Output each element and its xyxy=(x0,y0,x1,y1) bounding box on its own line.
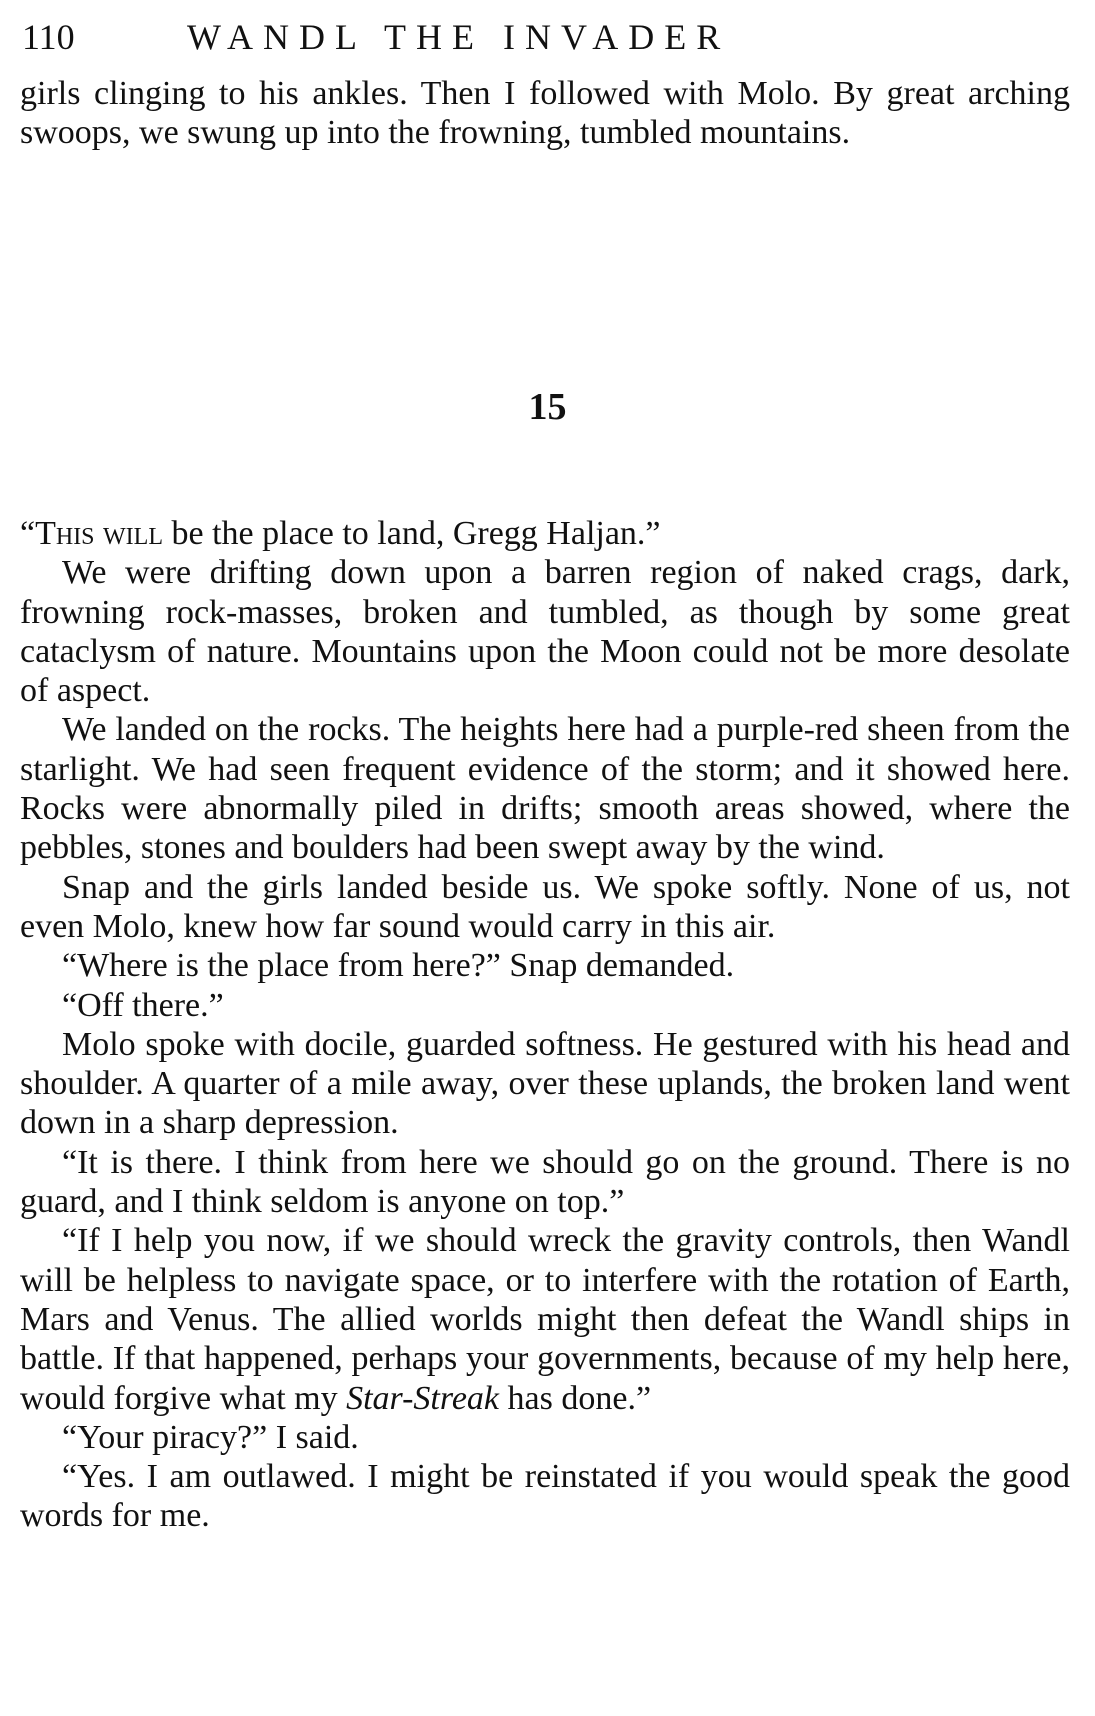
open-quote: “ xyxy=(20,515,36,552)
running-title: WANDL THE INVADER xyxy=(187,17,731,57)
paragraph: “Yes. I am outlawed. I might be reinstated if you would speak the good words for me. xyxy=(20,1458,1070,1535)
opening-paragraph: girls clinging to his ankles. Then I followed with Molo. By great arching swoops, we swung up into the frowning, tumbled mountains. xyxy=(20,75,1070,152)
chapter-first-paragraph xyxy=(20,514,1070,553)
first-paragraph-rest: be the place to land, Gregg Haljan.” xyxy=(163,515,661,552)
paragraph: We landed on the rocks. The heights here had a purple-red sheen from the starlight. We had seen frequent evidence of the storm; and it showed here. Rocks were abnormally piled in drifts; smooth areas showed, where the pebbles, stones and boulders had been swept away by the wind. xyxy=(20,711,1070,867)
paragraph: We were drifting down upon a barren region of naked crags, dark, frowning rock-masses, broken and tumbled, as though by some great cataclysm of nature. Mountains upon the Moon could not be more desolate of aspect. xyxy=(20,554,1070,710)
chapter-body xyxy=(20,514,1070,1536)
paragraph: “It is there. I think from here we should go on the ground. There is no guard, and I think seldom is anyone on top.” xyxy=(20,1143,1070,1221)
smallcaps-lead: This will xyxy=(35,515,163,552)
paragraph-star-streak xyxy=(20,1221,1070,1417)
text-segment: “If I help you now, if we should wreck the gravity controls, then Wandl will be helpless to navigate space, or to interfere with the rotation of Earth, Mars and Venus. The allied worlds might then defeat the Wandl ships in battle. If that happened, perhaps your governments, because of my help here, would forgive what my xyxy=(20,1222,1070,1417)
running-head xyxy=(22,12,922,62)
paragraph: “Where is the place from here?” Snap demanded. xyxy=(62,947,735,985)
paragraph: Snap and the girls landed beside us. We spoke softly. None of us, not even Molo, knew how far sound would carry in this air. xyxy=(20,868,1070,945)
ship-name: Star-Streak xyxy=(346,1379,500,1417)
paragraph: “Your piracy?” I said. xyxy=(62,1418,359,1456)
opening-text xyxy=(20,74,1070,153)
page-number: 110 xyxy=(22,17,75,57)
paragraph: Molo spoke with docile, guarded softness. He gestured with his head and shoulder. A quarter of a mile away, over these uplands, the broken land went down in a sharp depression. xyxy=(20,1025,1070,1142)
text-segment: has done.” xyxy=(499,1379,652,1417)
chapter-number: 15 xyxy=(528,386,567,428)
paragraph: “Off there.” xyxy=(62,986,224,1024)
